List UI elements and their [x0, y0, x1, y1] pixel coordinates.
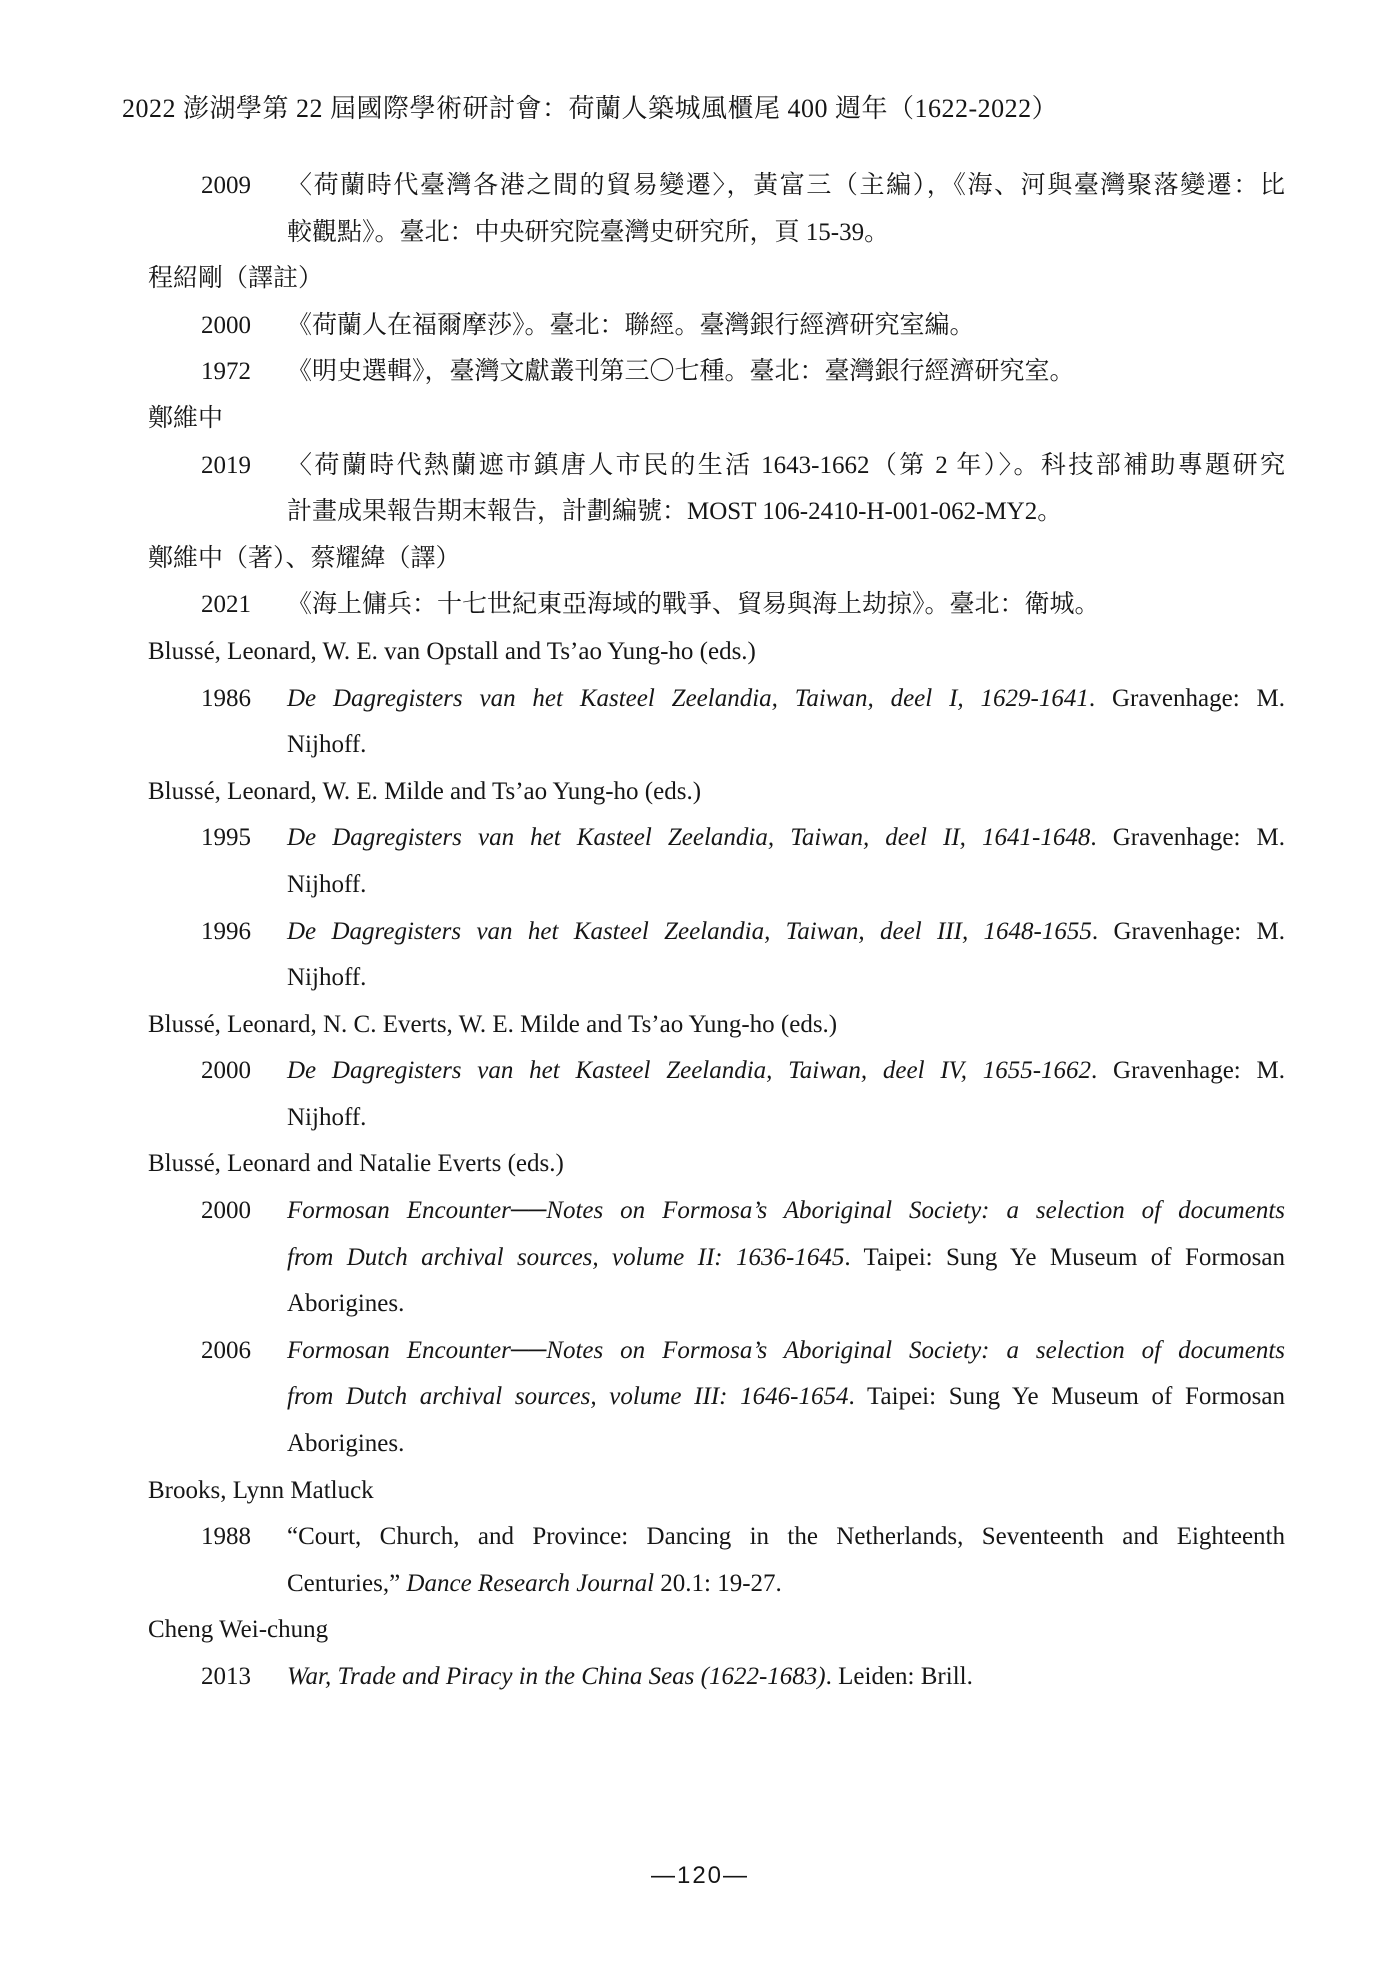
work-line [287, 815, 1285, 862]
work-text [287, 1188, 1285, 1328]
work-line [287, 163, 1285, 210]
page-number: —120— [650, 1862, 750, 1889]
work-text [287, 815, 1285, 908]
work-line [287, 909, 1285, 956]
work-year: 1986 [201, 684, 251, 712]
text-segment: Nijhoff. [287, 731, 367, 759]
text-segment: . Taipei: Sung Ye Museum of Formosan [844, 1243, 1285, 1271]
work-line [287, 1421, 1285, 1468]
work-line [287, 1561, 1285, 1608]
text-segment: Dance Research Journal [406, 1569, 655, 1597]
work-line [287, 676, 1285, 723]
work-year: 1988 [201, 1523, 251, 1551]
text-segment: . Leiden: Brill. [825, 1663, 973, 1690]
text-segment: 〈荷蘭時代熱蘭遮市鎮唐人市民的生活 1643-1662（第 2 年）〉。科技部補助專題研究 [287, 451, 1285, 479]
text-segment: “Court, Church, and Province: Dancing in the Netherlands, Seventeenth and Eighteenth [287, 1523, 1285, 1551]
work-line [287, 862, 1285, 909]
text-segment: De Dagregisters van het Kasteel Zeelandia, Taiwan, deel III, 1648-1655 [287, 917, 1092, 945]
work-line [287, 489, 1285, 536]
work-year: 2019 [201, 451, 251, 479]
work-year: 2000 [201, 1197, 251, 1225]
work-text [287, 163, 1285, 256]
work-line [287, 1514, 1285, 1561]
text-segment: Centuries,” [287, 1569, 407, 1597]
text-segment: . Gravenhage: M. [1091, 917, 1285, 945]
text-segment: 〈荷蘭時代臺灣各港之間的貿易變遷〉，黃富三（主編），《海、河與臺灣聚落變遷：比 [287, 172, 1285, 199]
work-year: 1996 [201, 917, 251, 945]
text-segment: De Dagregisters van het Kasteel Zeelandia, Taiwan, deel I, 1629-1641 [287, 684, 1089, 712]
work-line [287, 722, 1285, 769]
work-entry [148, 1328, 1285, 1468]
author-line: Blussé, Leonard, W. E. Milde and Ts’ao Yung-ho (eds.) [148, 777, 702, 805]
text-segment: 《荷蘭人在福爾摩莎》。臺北：聯經。臺灣銀行經濟研究室編。 [287, 311, 975, 339]
work-year: 1995 [201, 824, 251, 852]
author-line: Blussé, Leonard, N. C. Everts, W. E. Milde and Ts’ao Yung-ho (eds.) [148, 1010, 838, 1038]
text-segment: Nijhoff. [287, 870, 367, 898]
text-segment: De Dagregisters van het Kasteel Zeelandia, Taiwan, deel II, 1641-1648 [287, 824, 1091, 852]
text-segment: Nijhoff. [287, 964, 367, 992]
work-line [287, 1235, 1285, 1282]
work-year: 2006 [201, 1336, 251, 1364]
work-line [287, 1328, 1285, 1375]
work-line [287, 443, 1285, 490]
work-text [287, 1654, 1285, 1701]
text-segment: Formosan Encounter──Notes on Formosa’s Aboriginal Society: a selection of documents [287, 1197, 1285, 1225]
text-segment: Nijhoff. [287, 1103, 367, 1131]
work-entry [148, 1654, 1285, 1701]
work-entry [148, 1048, 1285, 1141]
author-line: 鄭維中（著）、蔡耀緯（譯） [148, 544, 461, 572]
work-text [287, 1048, 1285, 1141]
work-year: 2000 [201, 1057, 251, 1085]
work-text [287, 582, 1285, 629]
author-line: Blussé, Leonard and Natalie Everts (eds.) [148, 1150, 564, 1178]
text-segment: Aborigines. [287, 1430, 405, 1458]
work-line [287, 349, 1285, 396]
work-line [287, 1048, 1285, 1095]
work-year: 2009 [201, 172, 251, 199]
text-segment: from Dutch archival sources, volume III: 1646-1654 [287, 1383, 849, 1411]
work-line [287, 1374, 1285, 1421]
author-line: Cheng Wei-chung [148, 1616, 329, 1644]
work-entry [148, 582, 1285, 629]
author-line: Brooks, Lynn Matluck [148, 1476, 374, 1504]
work-entry [148, 303, 1285, 350]
work-entry [148, 443, 1285, 536]
work-entry [148, 909, 1285, 1002]
work-line [287, 582, 1285, 629]
work-line [287, 1188, 1285, 1235]
work-text [287, 443, 1285, 536]
text-segment: 計畫成果報告期末報告，計劃編號：MOST 106-2410-H-001-062-MY2。 [287, 498, 1063, 526]
work-text [287, 909, 1285, 1002]
work-line [287, 303, 1285, 350]
work-line [287, 210, 1285, 257]
text-segment: 較觀點》。臺北：中央研究院臺灣史研究所，頁 15-39。 [287, 218, 890, 246]
work-line [287, 1654, 1285, 1701]
work-entry [148, 676, 1285, 769]
work-year: 2013 [201, 1663, 251, 1690]
text-segment: Aborigines. [287, 1290, 405, 1318]
text-segment: from Dutch archival sources, volume II: 1636-1645 [287, 1243, 845, 1271]
work-entry [148, 349, 1285, 396]
text-segment: 《明史選輯》，臺灣文獻叢刊第三〇七種。臺北：臺灣銀行經濟研究室。 [287, 358, 1075, 386]
work-entry [148, 815, 1285, 908]
text-segment: 20.1: 19-27. [654, 1569, 782, 1597]
work-line [287, 1095, 1285, 1142]
text-segment: 《海上傭兵：十七世紀東亞海域的戰爭、貿易與海上劫掠》。臺北：衛城。 [287, 591, 1100, 619]
work-entry [148, 1188, 1285, 1328]
work-year: 1972 [201, 358, 251, 386]
text-segment: . Gravenhage: M. [1091, 1057, 1285, 1085]
work-year: 2000 [201, 311, 251, 339]
text-segment: . Taipei: Sung Ye Museum of Formosan [848, 1383, 1285, 1411]
text-segment: War, Trade and Piracy in the China Seas (1622-1683) [287, 1663, 826, 1690]
work-text [287, 303, 1285, 350]
work-entry [148, 163, 1285, 256]
author-line: 程紹剛（譯註） [148, 265, 324, 293]
work-text [287, 1328, 1285, 1468]
text-segment: De Dagregisters van het Kasteel Zeelandia, Taiwan, deel IV, 1655-1662 [287, 1057, 1092, 1085]
work-text [287, 676, 1285, 769]
text-segment: . Gravenhage: M. [1088, 684, 1285, 712]
text-segment: Formosan Encounter──Notes on Formosa’s Aboriginal Society: a selection of documents [287, 1336, 1285, 1364]
author-line: 鄭維中 [148, 404, 224, 432]
author-line: Blussé, Leonard, W. E. van Opstall and Ts’ao Yung-ho (eds.) [148, 637, 756, 665]
page-header: 2022 澎湖學第 22 屆國際學術研討會：荷蘭人築城風櫃尾 400 週年（1622-2022） [122, 94, 1059, 123]
work-entry [148, 1514, 1285, 1607]
work-year: 2021 [201, 591, 251, 619]
bibliography-list [148, 163, 1285, 1701]
work-line [287, 955, 1285, 1002]
work-line [287, 1281, 1285, 1328]
work-text [287, 1514, 1285, 1607]
text-segment: . Gravenhage: M. [1090, 824, 1285, 852]
work-text [287, 349, 1285, 396]
